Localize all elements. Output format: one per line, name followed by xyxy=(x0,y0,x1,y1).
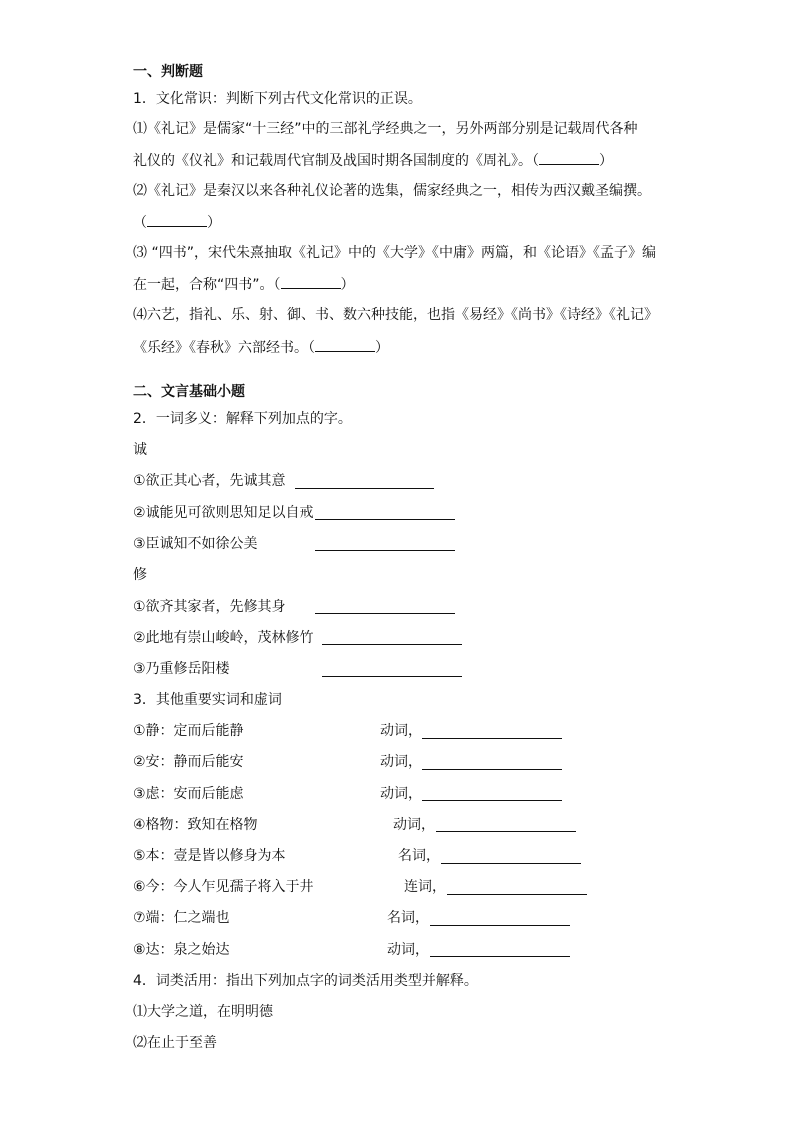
q3-item-4: ④格物：致知在格物 xyxy=(133,817,258,833)
answer-blank[interactable] xyxy=(147,212,207,227)
answer-blank[interactable] xyxy=(422,800,562,801)
w1-item-3: ③臣诚知不如徐公美 xyxy=(133,536,258,552)
question-4-prompt: 4．词类活用：指出下列加点字的词类活用类型并解释。 xyxy=(133,973,478,989)
q3-item-8: ⑧达：泉之始达 xyxy=(133,942,230,958)
word-heading-cheng: 诚 xyxy=(133,442,147,458)
answer-blank[interactable] xyxy=(315,613,455,614)
q4-item-1: ⑴大学之道，在明明德 xyxy=(133,1004,273,1020)
q3-item-3: ③虑：安而后能虑 xyxy=(133,786,244,802)
q3-item-1: ①静：定而后能静 xyxy=(133,723,244,739)
word-heading-xiu: 修 xyxy=(133,567,147,583)
answer-blank[interactable] xyxy=(447,894,587,895)
q3-item-5-pos: 名词， xyxy=(398,848,440,864)
w1-item-1: ①欲正其心者，先诚其意 xyxy=(133,473,286,489)
answer-blank[interactable] xyxy=(422,769,562,770)
w2-item-3: ③乃重修岳阳楼 xyxy=(133,661,230,677)
answer-blank[interactable] xyxy=(422,738,562,739)
q1-item-1-line1: ⑴《礼记》是儒家“十三经”中的三部礼学经典之一，另外两部分别是记载周代各种 xyxy=(133,121,638,137)
q3-item-6: ⑥今：今人乍见孺子将入于井 xyxy=(133,879,314,895)
q1-item-1-line2: 礼仪的《仪礼》和记载周代官制及战国时期各国制度的《周礼》。（ ） xyxy=(133,150,613,171)
q3-item-7-pos: 名词， xyxy=(387,910,429,926)
q3-item-3-pos: 动词， xyxy=(380,786,422,802)
answer-blank[interactable] xyxy=(315,550,455,551)
q1-item-2-line1: ⑵《礼记》是秦汉以来各种礼仪论著的选集，儒家经典之一，相传为西汉戴圣编撰。 xyxy=(133,183,651,199)
q3-item-8-pos: 动词， xyxy=(387,942,429,958)
q1-item-3-line2: 在一起，合称“四书”。（ ） xyxy=(133,274,355,295)
answer-blank[interactable] xyxy=(430,956,570,957)
answer-blank[interactable] xyxy=(441,863,581,864)
q3-item-1-pos: 动词， xyxy=(380,723,422,739)
q1-item-4-line2: 《乐经》《春秋》六部经书。（ ） xyxy=(133,337,389,358)
q3-item-6-pos: 连词， xyxy=(404,879,446,895)
q3-item-2-pos: 动词， xyxy=(380,754,422,770)
answer-blank[interactable] xyxy=(430,925,570,926)
q3-item-5: ⑤本：壹是皆以修身为本 xyxy=(133,848,286,864)
w2-item-2: ②此地有崇山峻岭，茂林修竹 xyxy=(133,630,314,646)
w2-item-1: ①欲齐其家者，先修其身 xyxy=(133,599,286,615)
q1-item-2-line2: （ ） xyxy=(133,212,221,233)
q4-item-2: ⑵在止于至善 xyxy=(133,1035,217,1051)
q3-item-7: ⑦端：仁之端也 xyxy=(133,910,230,926)
question-2-prompt: 2．一词多义：解释下列加点的字。 xyxy=(133,411,352,427)
answer-blank[interactable] xyxy=(539,150,599,165)
q1-item-4-line1: ⑷六艺，指礼、乐、射、御、书、数六种技能，也指《易经》《尚书》《诗经》《礼记》 xyxy=(133,307,658,323)
answer-blank[interactable] xyxy=(315,519,455,520)
q1-item-3-line1: ⑶ “四书”，宋代朱熹抽取《礼记》中的《大学》《中庸》两篇，和《论语》《孟子》编 xyxy=(133,245,656,261)
answer-blank[interactable] xyxy=(322,644,462,645)
question-3-prompt: 3．其他重要实词和虚词 xyxy=(133,692,282,708)
q3-item-4-pos: 动词， xyxy=(393,817,435,833)
answer-blank[interactable] xyxy=(315,337,375,352)
w1-item-2: ②诚能见可欲则思知足以自戒 xyxy=(133,505,314,521)
section1-heading: 一、判断题 xyxy=(133,64,203,80)
answer-blank[interactable] xyxy=(436,831,576,832)
answer-blank[interactable] xyxy=(281,274,341,289)
q3-item-2: ②安：静而后能安 xyxy=(133,754,244,770)
section2-heading: 二、文言基础小题 xyxy=(133,384,245,400)
answer-blank[interactable] xyxy=(295,488,434,489)
question-1-prompt: 1．文化常识：判断下列古代文化常识的正误。 xyxy=(133,91,422,107)
answer-blank[interactable] xyxy=(322,676,462,677)
